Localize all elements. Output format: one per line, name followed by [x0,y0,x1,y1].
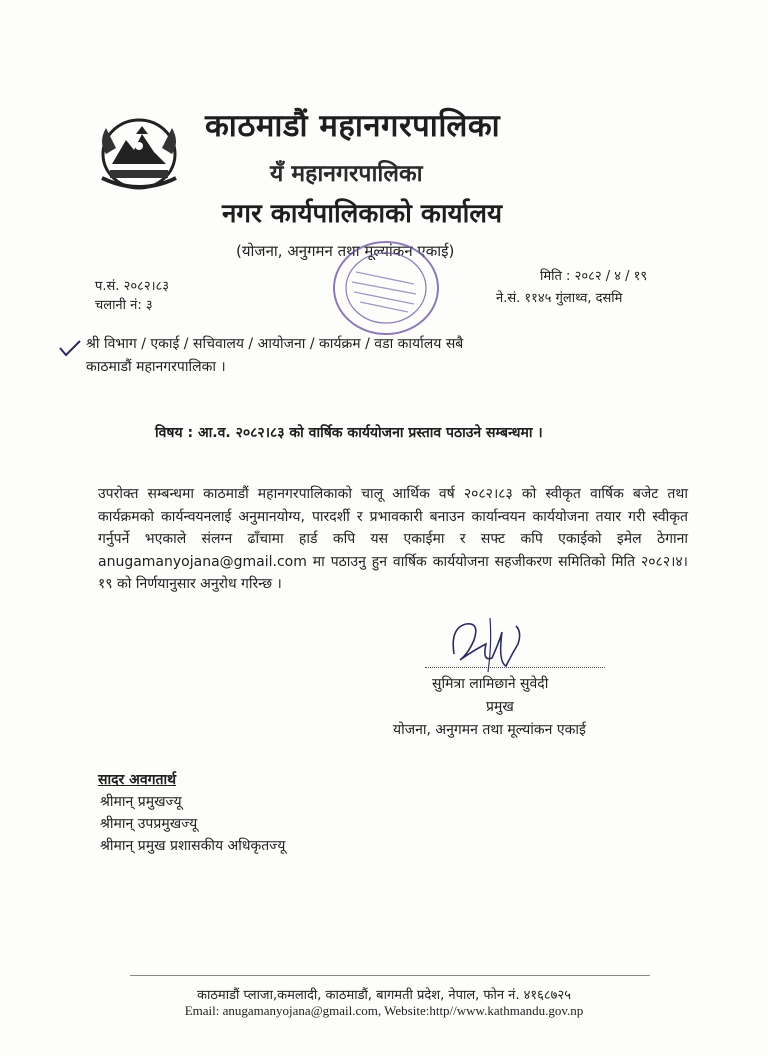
signature-line [425,667,605,668]
footer-contact: Email: anugamanyojana@gmail.com, Website:http//www.kathmandu.gov.np [184,1003,584,1018]
unit-name: (योजना, अनुगमन तथा मूल्यांकन एकाई) [236,242,455,260]
cc-item: श्रीमान् प्रमुखज्यू [100,794,182,810]
letter-date: मिति : २०८२ / ४ / १९ [540,269,648,284]
reference-number: प.सं. २०८२।८३ [95,279,170,294]
recipient-line-1: श्री विभाग / एकाई / सचिवालय / आयोजना / कार्यक्रम / वडा कार्यालय सबै [86,336,464,352]
checkmark-icon [58,338,82,358]
footer-address: काठमाडौं प्लाजा,कमलादी, काठमाडौं, बागमती प्रदेश, नेपाल, फोन नं. ४१६८७२५ [197,988,571,1003]
cc-item: श्रीमान् उपप्रमुखज्यू [100,816,198,832]
municipality-emblem-logo [92,112,186,194]
office-name: नगर कार्यपालिकाको कार्यालय [222,199,503,229]
office-seal-stamp [318,232,448,342]
cc-item: श्रीमान् प्रमुख प्रशासकीय अधिकृतज्यू [100,838,286,854]
cc-heading: सादर अवगतार्थ [98,772,177,788]
subject-line: विषय : आ.व. २०८२।८३ को वार्षिक कार्ययोजना प्रस्ताव पठाउने सम्बन्धमा । [155,425,543,441]
nepal-samvat-date: ने.सं. ११४५ गुंलाथ्व, दसमि [496,291,623,306]
signature-mark [440,614,540,678]
dispatch-number: चलानी नं: ३ [95,298,153,313]
body-paragraph: उपरोक्त सम्बन्धमा काठमाडौं महानगरपालिकाको चालू आर्थिक वर्ष २०८२।८३ को स्वीकृत वार्षिक बजेट तथा कार्यक्रमको कार्यन्वयनलाई अनुमानयोग्य, पारदर्शी र प्रभावकारी बनाउन कार्यान्वयन कार्ययोजना तयार गरी स्वीकृत गर्नुपर्ने भएकाले संलग्न ढाँचामा हार्ड कपि यस एकाईमा र सफ्ट कपि एकाईको इमेल ठेगाना anugamanyojana@gmail.com मा पठाउनु हुन वार्षिक कार्ययोजना सहजीकरण समितिको मिति २०८२।४।१९ को निर्णयानुसार अनुरोध गरिन्छ । [98,486,688,592]
signatory-designation: प्रमुख [486,699,514,715]
recipient-line-2: काठमाडौं महानगरपालिका । [86,359,226,375]
municipality-name-newari: यँ महानगरपालिका [270,161,423,187]
signatory-unit: योजना, अनुगमन तथा मूल्यांकन एकाई [393,722,586,738]
signatory-name: सुमित्रा लामिछाने सुवेदी [432,676,549,692]
municipality-name: काठमाडौं महानगरपालिका [205,108,501,144]
footer-divider [130,975,650,976]
